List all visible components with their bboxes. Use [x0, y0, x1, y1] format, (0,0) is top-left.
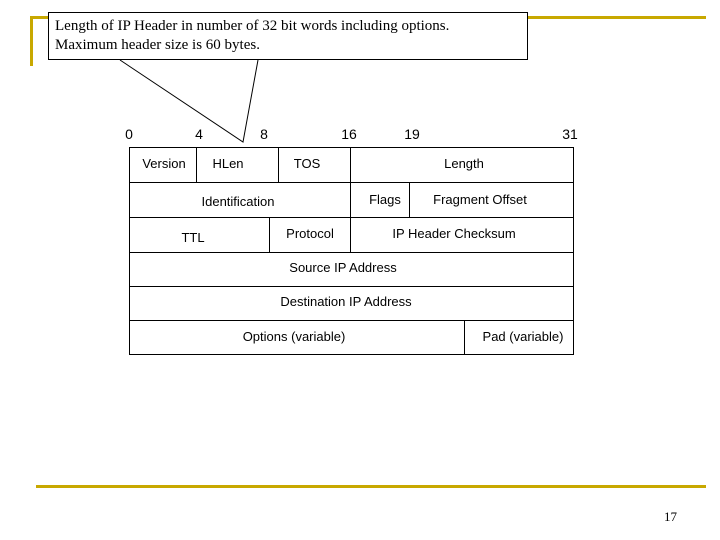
field-flags: Flags: [369, 192, 401, 207]
col-divider-protocol-checksum: [350, 217, 351, 252]
field-options: Options (variable): [242, 329, 346, 344]
bit-position-31: 31: [562, 126, 578, 142]
col-divider-tos-length: [350, 148, 351, 182]
row-divider-5: [130, 320, 573, 321]
field-ttl: TTL: [181, 230, 205, 245]
row-divider-2: [130, 217, 573, 218]
bit-position-16: 16: [341, 126, 357, 142]
callout-line-1: Length of IP Header in number of 32 bit words including options.: [55, 18, 450, 34]
field-destination-ip: Destination IP Address: [280, 294, 412, 309]
bit-position-8: 8: [260, 126, 268, 142]
field-version: Version: [142, 156, 186, 171]
field-identification: Identification: [201, 194, 275, 209]
bit-position-19: 19: [404, 126, 420, 142]
row-divider-3: [130, 252, 573, 253]
col-divider-flags-offset: [409, 182, 410, 217]
field-hlen: HLen: [212, 156, 244, 171]
field-protocol: Protocol: [286, 226, 334, 241]
field-source-ip: Source IP Address: [289, 260, 397, 275]
bit-position-4: 4: [195, 126, 203, 142]
field-checksum: IP Header Checksum: [392, 226, 516, 241]
row-divider-4: [130, 286, 573, 287]
field-pad: Pad (variable): [482, 329, 564, 344]
field-fragment-offset: Fragment Offset: [433, 192, 527, 207]
col-divider-options-pad: [464, 320, 465, 354]
col-divider-ttl-protocol: [269, 217, 270, 252]
callout-line-2: Maximum header size is 60 bytes.: [55, 37, 260, 53]
ip-header-grid: [129, 147, 574, 355]
col-divider-hlen-tos: [278, 148, 279, 182]
callout-box: [48, 12, 528, 60]
field-tos: TOS: [293, 156, 321, 171]
col-divider-version-hlen: [196, 148, 197, 182]
page-number: 17: [664, 509, 677, 524]
bit-position-0: 0: [125, 126, 133, 142]
field-length: Length: [444, 156, 484, 171]
col-divider-id-flags: [350, 182, 351, 217]
row-divider-1: [130, 182, 573, 183]
